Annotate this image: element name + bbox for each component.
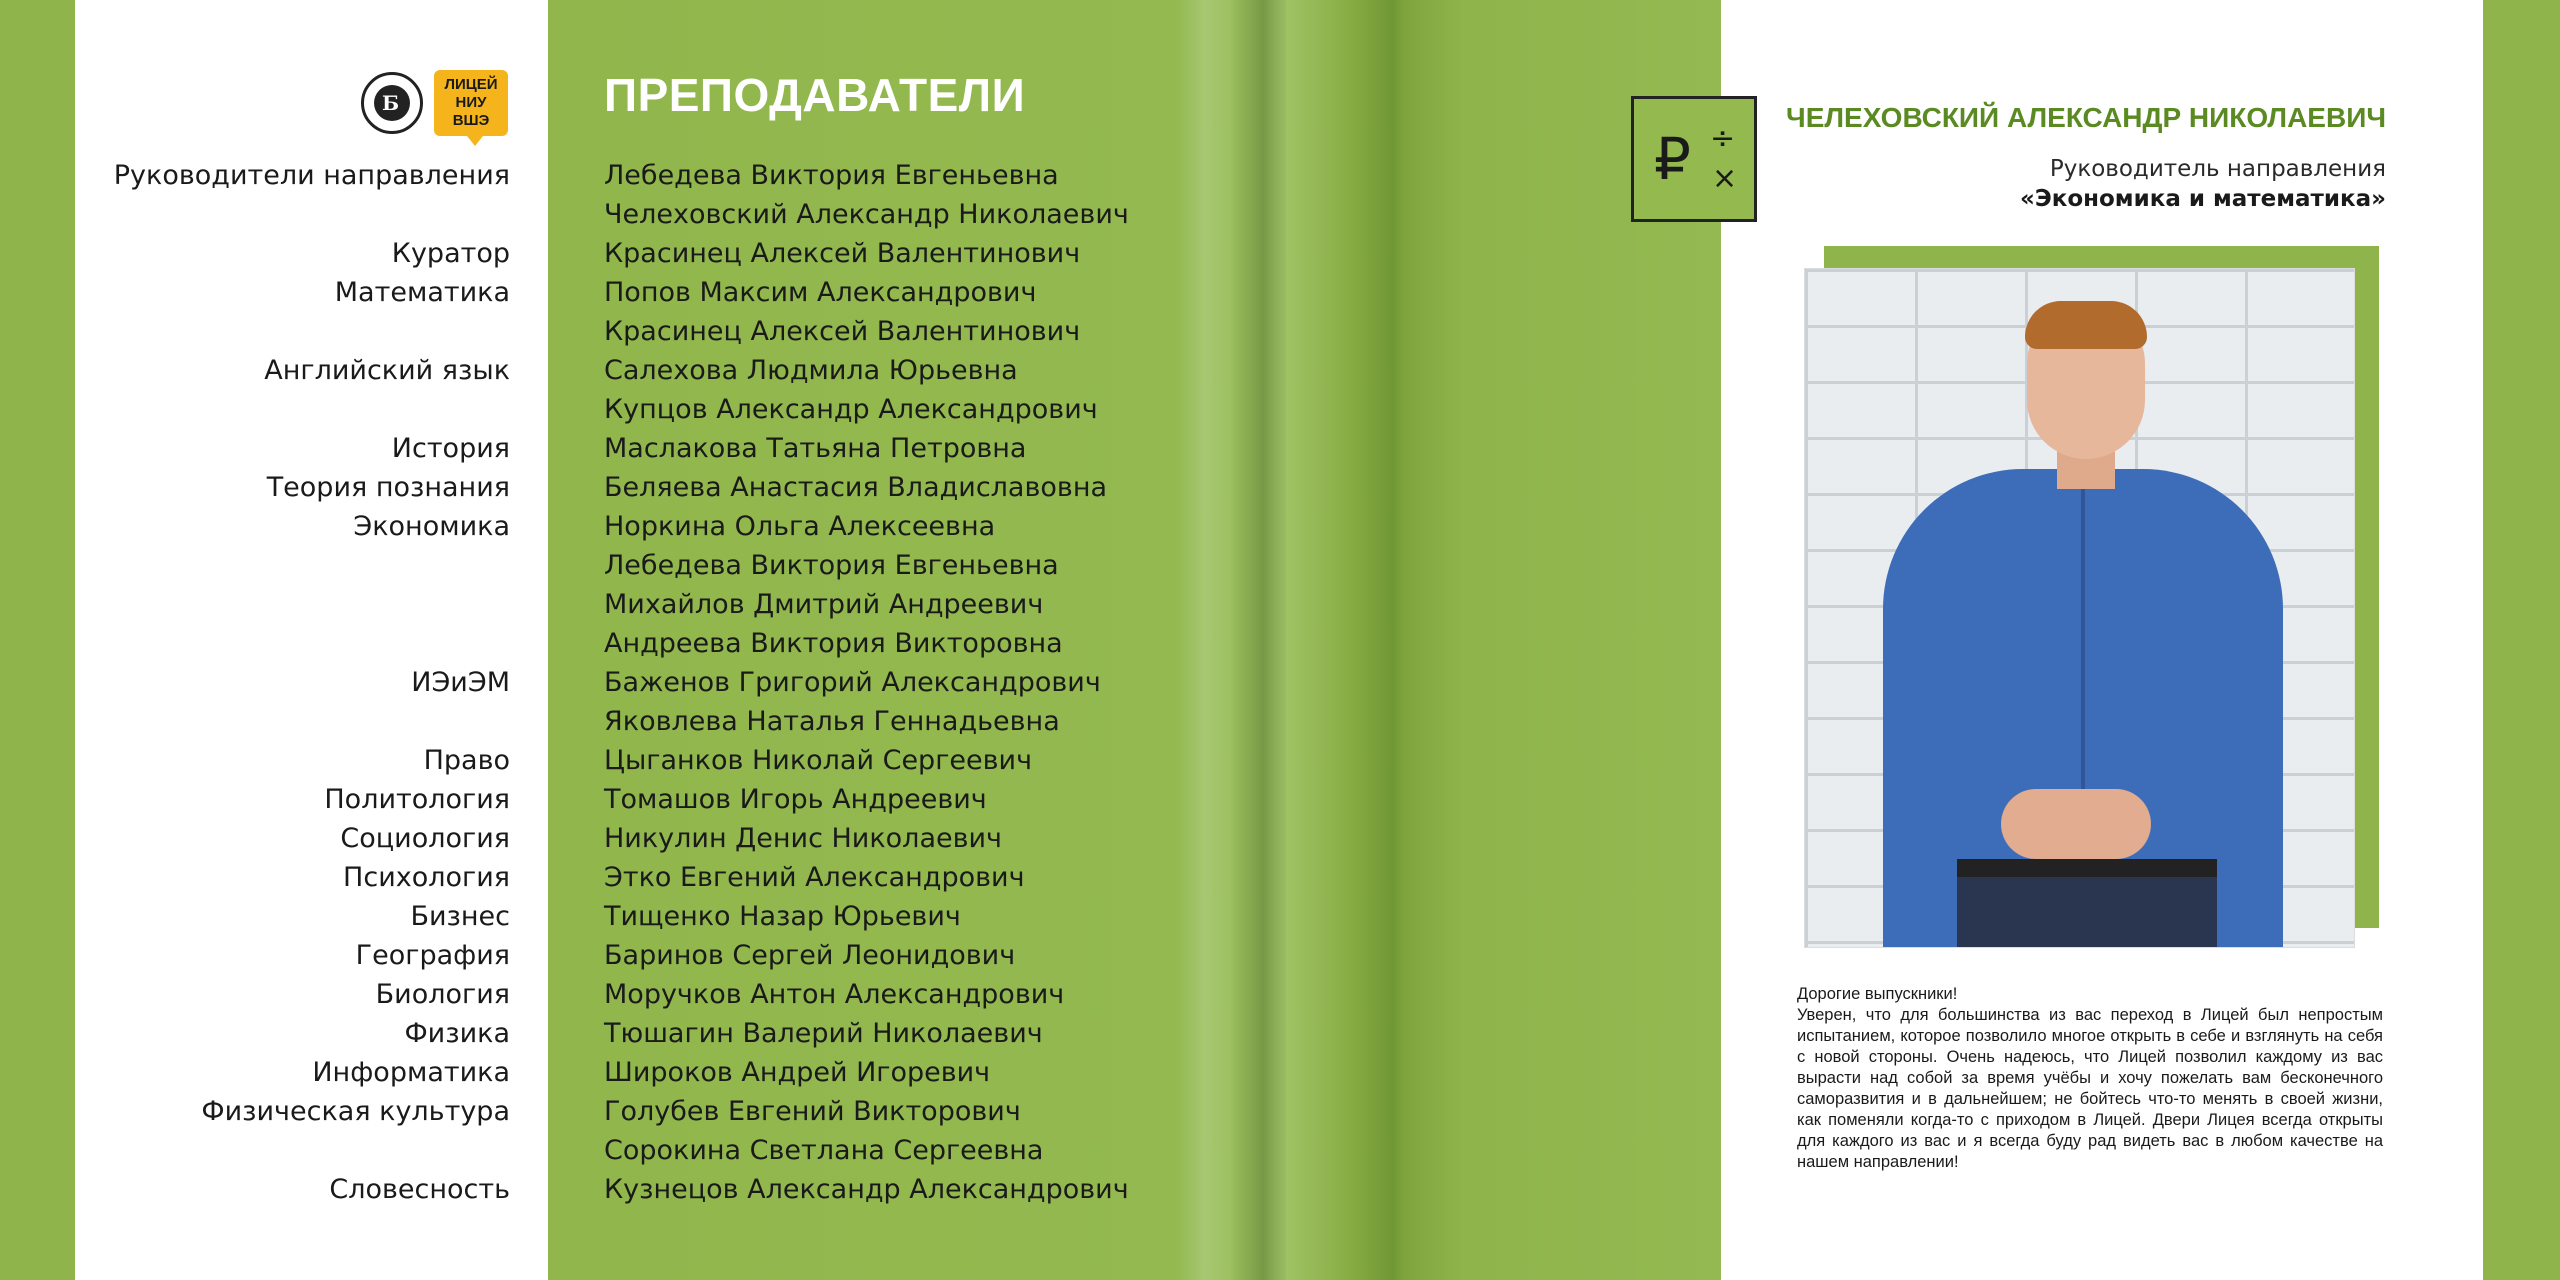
subject-label: Руководители направления [113, 160, 510, 191]
teacher-name: Голубев Евгений Викторович [604, 1096, 1021, 1127]
portrait-hair [2025, 301, 2147, 349]
subject-label: Право [423, 745, 510, 776]
subject-label [90, 585, 510, 624]
teacher-name: Тюшагин Валерий Николаевич [604, 1018, 1043, 1049]
subject-label: Социология [340, 823, 510, 854]
letter-text [1797, 984, 2383, 1173]
lyceum-logo-line: ВШЭ [452, 112, 490, 129]
subject-label [90, 390, 510, 429]
person-role: Руководитель направления [2049, 156, 2386, 182]
teacher-name: Баринов Сергей Леонидович [604, 940, 1016, 971]
letter-body: Уверен, что для большинства из вас переход в Лицей был непростым испытанием, которое позволило многое открыть в себе и взглянуть на себя с новой стороны. Очень надеюсь, что Лицей позволил каждому из вас вырасти над собой за время учёбы и хочу пожелать вам бесконечного саморазвития и в дальнейшем; не бойтесь что-то менять в своей жизни, как поменяли когда-то с приходом в Лицей. Двери Лицея всегда открыты для каждого из вас и я всегда буду рад видеть вас в любом качестве на нашем направлении! [1797, 1006, 2383, 1171]
lyceum-logo [434, 70, 508, 136]
subject-label: Информатика [312, 1057, 510, 1088]
teacher-name: Этко Евгений Александрович [604, 862, 1025, 893]
teacher-name: Тищенко Назар Юрьевич [604, 901, 961, 932]
subject-label [90, 546, 510, 585]
ruble-symbol: ₽ [1654, 125, 1691, 193]
subject-label: Математика [334, 277, 510, 308]
portrait-belt [1957, 859, 2217, 877]
teacher-name: Салехова Людмила Юрьевна [604, 355, 1018, 386]
divide-symbol: ÷ [1710, 121, 1736, 156]
teacher-name: Моручков Антон Александрович [604, 979, 1065, 1010]
teacher-name: Кузнецов Александр Александрович [604, 1174, 1129, 1205]
book-spine-highlight [1175, 0, 1235, 1280]
subject-label: Политология [324, 784, 510, 815]
person-department: «Экономика и математика» [2019, 186, 2386, 212]
subject-label: Физика [404, 1018, 510, 1049]
portrait-hands [2001, 789, 2151, 859]
lyceum-logo-line: НИУ [455, 94, 487, 111]
subject-label [90, 1131, 510, 1170]
teacher-name: Беляева Анастасия Владиславовна [604, 472, 1108, 503]
lyceum-logo-tail [467, 136, 483, 146]
teacher-name: Томашов Игорь Андреевич [604, 784, 987, 815]
subject-label: Психология [343, 862, 510, 893]
teacher-name: Яковлева Наталья Геннадьевна [604, 706, 1060, 737]
subject-label: География [355, 940, 510, 971]
subjects-list [90, 156, 510, 1209]
subject-label [90, 702, 510, 741]
teacher-name: Красинец Алексей Валентинович [604, 238, 1081, 269]
teacher-name: Цыганков Николай Сергеевич [604, 745, 1033, 776]
hse-logo-emblem [374, 85, 410, 121]
subject-label [90, 195, 510, 234]
teacher-name: Никулин Денис Николаевич [604, 823, 1003, 854]
lyceum-logo-line: ЛИЦЕЙ [444, 76, 498, 93]
multiply-symbol: × [1712, 161, 1738, 196]
subject-label: История [391, 433, 510, 464]
teacher-name: Попов Максим Александрович [604, 277, 1037, 308]
teacher-name: Купцов Александр Александрович [604, 394, 1098, 425]
teacher-name: Лебедева Виктория Евгеньевна [604, 550, 1059, 581]
teacher-name: Сорокина Светлана Сергеевна [604, 1135, 1044, 1166]
hse-logo [361, 72, 423, 134]
ruble-math-icon [1631, 96, 1757, 222]
subject-label: Английский язык [264, 355, 510, 386]
teacher-name: Лебедева Виктория Евгеньевна [604, 160, 1059, 191]
right-page-edge [2483, 0, 2560, 1280]
teacher-name: Челеховский Александр Николаевич [604, 199, 1129, 230]
teachers-list [604, 156, 1129, 1209]
person-name: ЧЕЛЕХОВСКИЙ АЛЕКСАНДР НИКОЛАЕВИЧ [1786, 102, 2386, 133]
teacher-name: Баженов Григорий Александрович [604, 667, 1101, 698]
teacher-name: Норкина Ольга Алексеевна [604, 511, 996, 542]
teachers-title: ПРЕПОДАВАТЕЛИ [604, 69, 1026, 121]
subject-label: Куратор [391, 238, 510, 269]
subject-label: Бизнес [410, 901, 510, 932]
portrait-photo [1804, 268, 2355, 948]
teacher-name: Широков Андрей Игоревич [604, 1057, 991, 1088]
teacher-name: Маслакова Татьяна Петровна [604, 433, 1027, 464]
teacher-name: Андреева Виктория Викторовна [604, 628, 1063, 659]
subject-label: Экономика [353, 511, 510, 542]
hse-logo-letter: Б [382, 91, 400, 115]
teacher-name: Михайлов Дмитрий Андреевич [604, 589, 1044, 620]
subject-label: Словесность [329, 1174, 510, 1205]
book-fold-shadow [1230, 0, 1286, 1280]
subject-label: Физическая культура [201, 1096, 510, 1127]
subject-label [90, 624, 510, 663]
subject-label [90, 312, 510, 351]
subject-label: ИЭиЭМ [411, 667, 510, 698]
portrait-trousers [1957, 877, 2217, 948]
subject-label: Теория познания [266, 472, 510, 503]
subject-label: Биология [375, 979, 510, 1010]
letter-greeting: Дорогие выпускники! [1797, 985, 1958, 1003]
teacher-name: Красинец Алексей Валентинович [604, 316, 1081, 347]
